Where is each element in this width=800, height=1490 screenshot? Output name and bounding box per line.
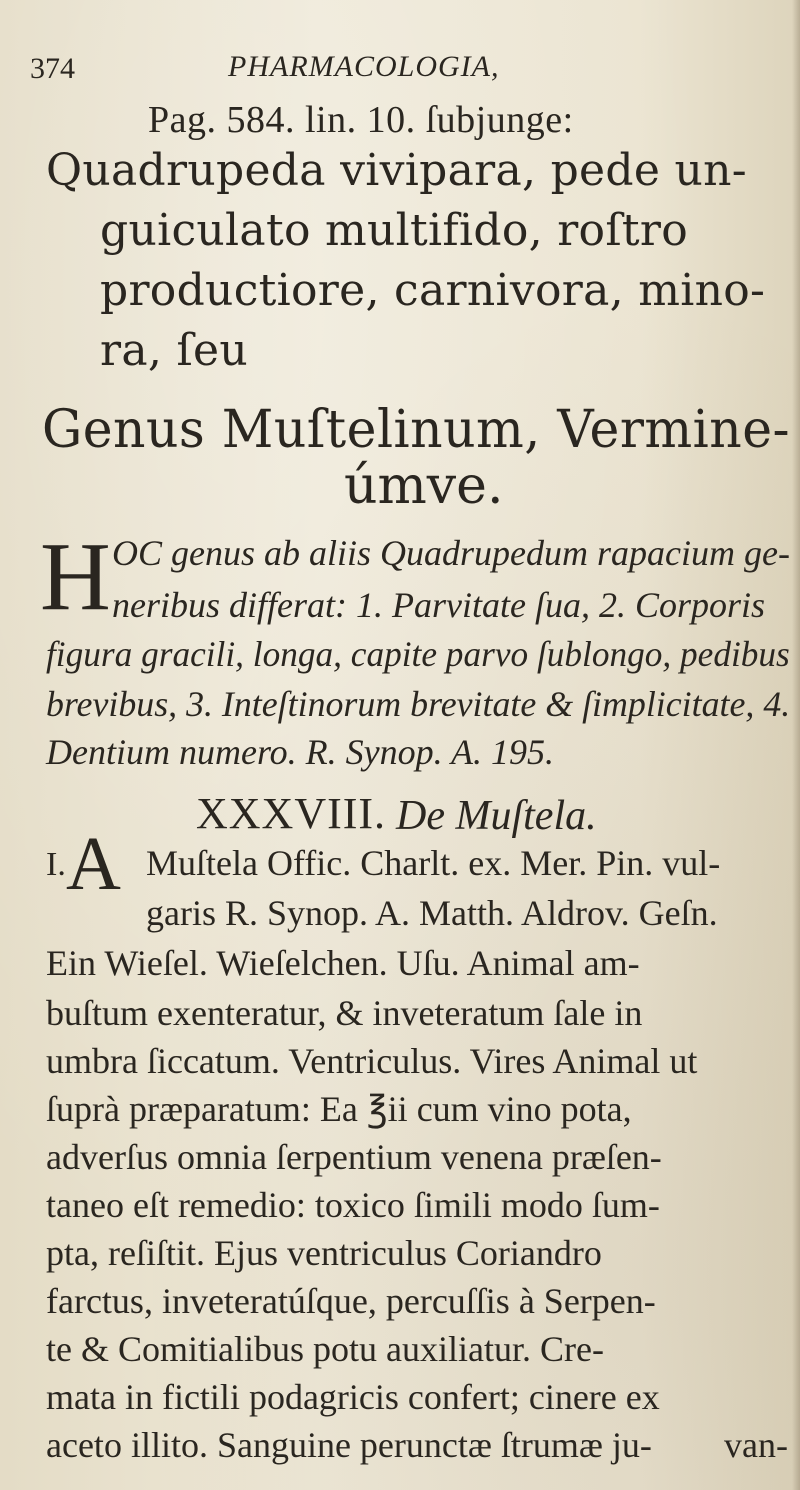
body-line-4: buſtum exenteratur, & inveteratum ſale in <box>46 993 643 1033</box>
body-line-3: Ein Wieſel. Wieſelchen. Uſu. Animal am- <box>46 943 640 983</box>
body-line-2: garis R. Synop. A. Matth. Aldrov. Geſn. <box>146 893 718 933</box>
genus-paragraph-line-3: figura gracili, longa, capite parvo ſublongo, pedibus <box>46 634 790 674</box>
chapter-number: XXXVIII. <box>196 789 387 838</box>
reference-line: Pag. 584. lin. 10. ſubjunge: <box>148 99 574 141</box>
body-line-7: adverſus omnia ſerpentium venena præſen- <box>46 1137 662 1177</box>
body-line-9: pta, reſiſtit. Ejus ventriculus Coriandro <box>46 1233 602 1273</box>
body-line-11: te & Comitialibus potu auxiliatur. Cre- <box>46 1329 604 1369</box>
body-line-8: taneo eſt remedio: toxico ſimili modo ſum- <box>46 1185 660 1225</box>
catchword: van- <box>724 1425 788 1465</box>
body-dropcap: A <box>66 822 121 906</box>
body-line-13: aceto illito. Sanguine perunctæ ſtrumæ ju- <box>46 1425 652 1465</box>
body-line-5: umbra ſiccatum. Ventriculus. Vires Animal ut <box>46 1041 698 1081</box>
item-number: I. <box>46 846 66 883</box>
genus-paragraph-line-2: neribus differat: 1. Parvitate ſua, 2. Corporis <box>112 585 765 625</box>
genus-paragraph-line-4: brevibus, 3. Inteſtinorum brevitate & ſimplicitate, 4. <box>46 684 791 724</box>
definition-line-1: Quadrupeda vivipara, pede un- <box>46 145 747 196</box>
running-head: PHARMACOLOGIA, <box>228 50 500 83</box>
body-line-1: Muſtela Offic. Charlt. ex. Mer. Pin. vul- <box>146 843 721 883</box>
body-line-12: mata in fictili podagricis confert; cinere ex <box>46 1377 660 1417</box>
genus-paragraph-line-5: Dentium numero. R. Synop. A. 195. <box>46 732 554 772</box>
genus-title-line-1: Genus Muſtelinum, Vermine- <box>42 400 791 460</box>
body-line-6: ſuprà præparatum: Ea ℥ii cum vino pota, <box>46 1089 632 1129</box>
genus-title-line-2: úmve. <box>344 456 504 516</box>
definition-line-2: guiculato multifido, roſtro <box>100 205 689 256</box>
page-edge-shadow <box>792 0 800 1490</box>
definition-line-4: ra, ſeu <box>100 325 249 376</box>
definition-line-3: productiore, carnivora, mino- <box>100 265 766 316</box>
page-number: 374 <box>30 52 75 85</box>
body-line-10: farctus, inveteratúſque, percuſſis à Serpen- <box>46 1281 656 1321</box>
genus-dropcap: H <box>40 523 111 631</box>
chapter-title: De Muſtela. <box>396 793 597 839</box>
genus-paragraph-line-1: OC genus ab aliis Quadrupedum rapacium ge- <box>112 533 790 573</box>
